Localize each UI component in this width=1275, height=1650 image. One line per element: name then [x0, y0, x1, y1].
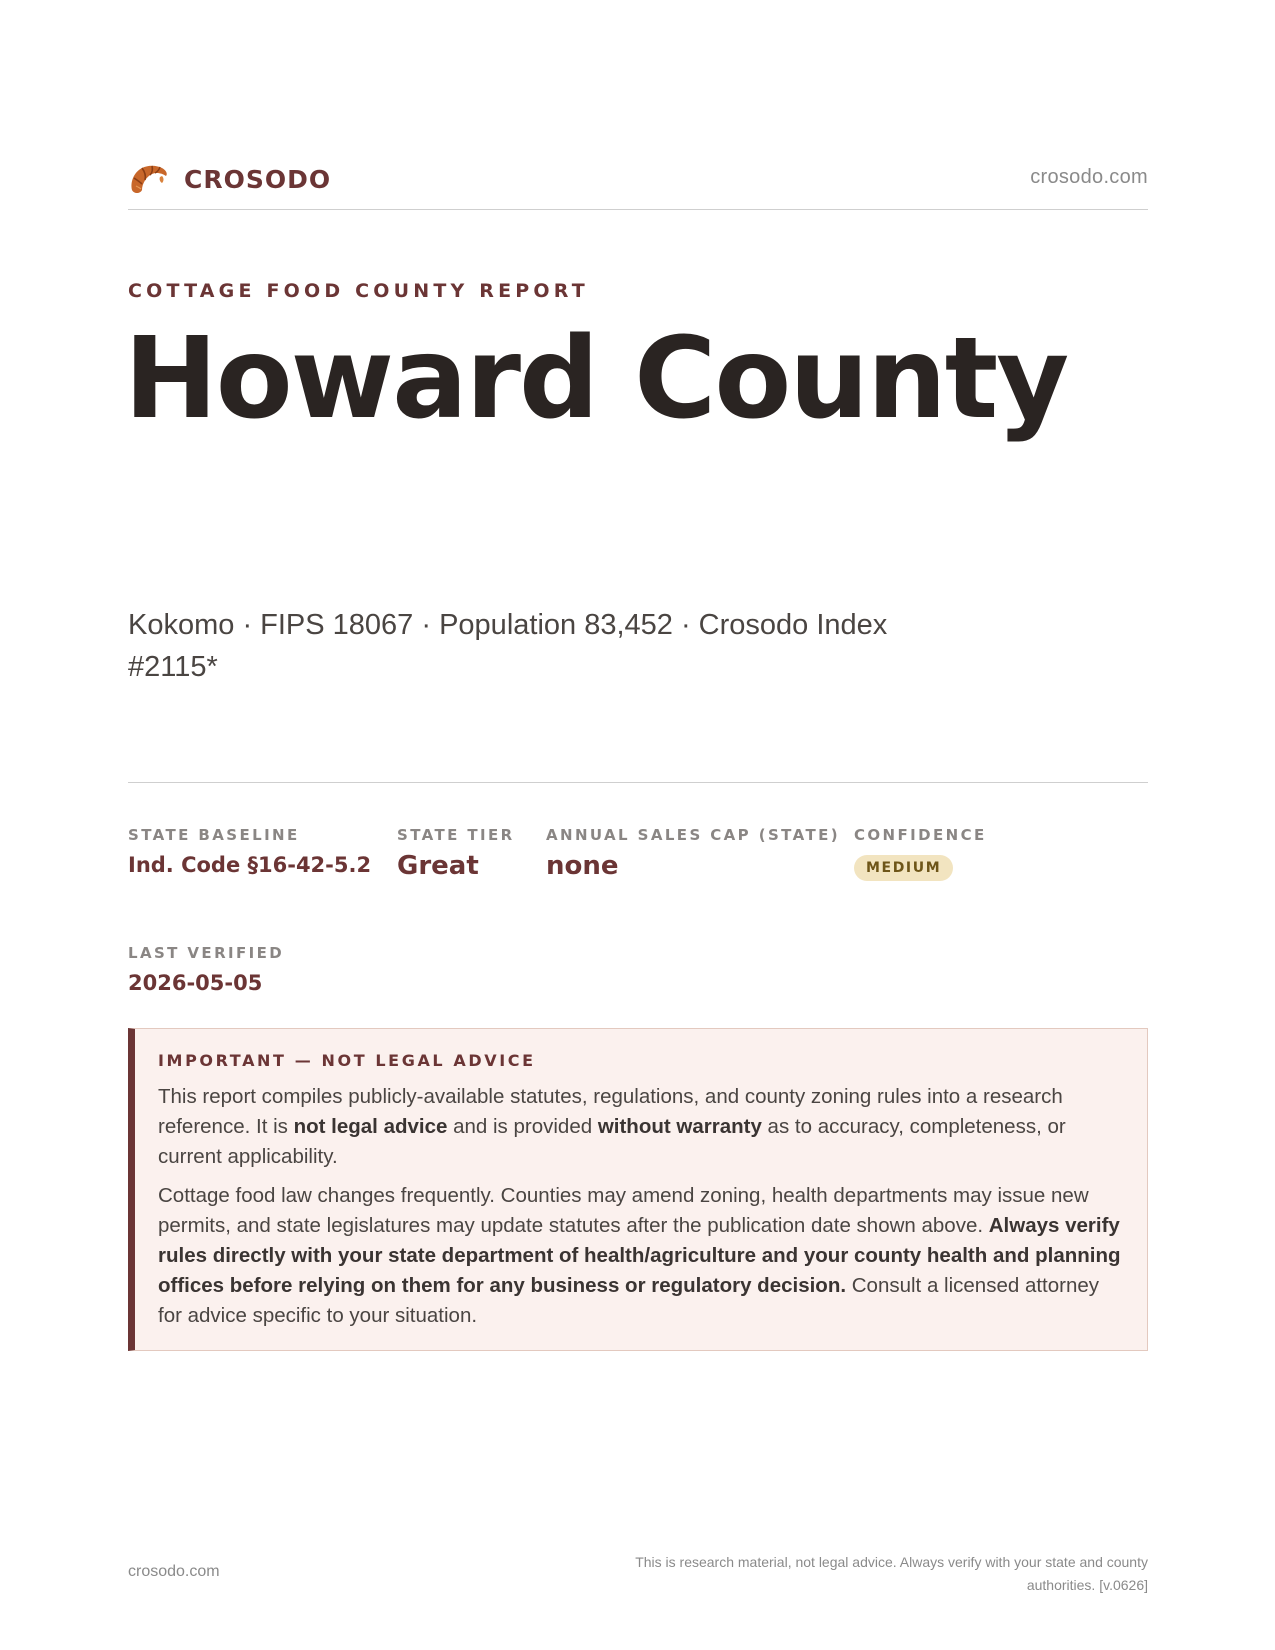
notice-emphasis: without warranty: [597, 1115, 762, 1138]
notice-text: and is provided: [447, 1115, 598, 1138]
stat-label: STATE BASELINE: [128, 826, 300, 844]
notice-paragraph: [158, 1181, 1123, 1331]
notice-emphasis: not legal advice: [293, 1115, 448, 1138]
brand-name: CROSODO: [184, 164, 332, 194]
notice-text: Consult a licensed attorney for advice specific to your situation.: [158, 1274, 1100, 1327]
site-link[interactable]: crosodo.com: [1030, 166, 1148, 188]
brand[interactable]: [128, 160, 331, 198]
notice-text: This report compiles publicly-available statutes, regulations, and county zoning rules into a research reference. It is: [158, 1085, 1063, 1138]
stat-state-baseline: [128, 826, 371, 877]
county-subtitle: Kokomo · FIPS 18067 · Population 83,452 · Crosodo Index #2115*: [128, 609, 888, 683]
stat-label: STATE TIER: [397, 826, 515, 844]
footer-site[interactable]: crosodo.com: [128, 1563, 220, 1580]
stat-sales-cap: [546, 826, 840, 881]
stat-value: none: [546, 851, 619, 881]
notice-title: IMPORTANT — NOT LEGAL ADVICE: [158, 1051, 536, 1070]
stat-state-tier: [397, 826, 515, 881]
confidence-badge: MEDIUM: [854, 855, 953, 881]
notice-emphasis: Always verify rules directly with your state department of health/agriculture and your county health and planning offices before relying on them for any business or regulatory decision.: [158, 1214, 1121, 1297]
footer-disclaimer: This is research material, not legal advice. Always verify with your state and county authorities. [v.0626]: [635, 1554, 1148, 1593]
stat-value: Great: [397, 851, 479, 881]
notice-text: as to accuracy, completeness, or current applicability.: [158, 1115, 1066, 1168]
stat-value: 2026-05-05: [128, 971, 263, 995]
page-header: [128, 158, 1148, 210]
stat-label: LAST VERIFIED: [128, 944, 285, 962]
divider: [128, 782, 1148, 783]
stat-label: ANNUAL SALES CAP (STATE): [546, 826, 841, 844]
stat-label: CONFIDENCE: [854, 826, 987, 844]
report-page: [124, 0, 1148, 1650]
notice-text: Cottage food law changes frequently. Counties may amend zoning, health departments may issue new permits, and state legislatures may update statutes after the publication date shown above.: [158, 1184, 1089, 1237]
stat-value: Ind. Code §16-42-5.2: [128, 853, 372, 877]
notice-paragraph: [158, 1082, 1123, 1172]
stat-last-verified: [128, 944, 284, 995]
report-kicker: COTTAGE FOOD COUNTY REPORT: [128, 280, 589, 302]
stat-confidence: [854, 826, 987, 881]
legal-notice: [128, 1028, 1148, 1351]
county-title: Howard County: [124, 314, 1068, 444]
croissant-icon: [128, 160, 170, 198]
